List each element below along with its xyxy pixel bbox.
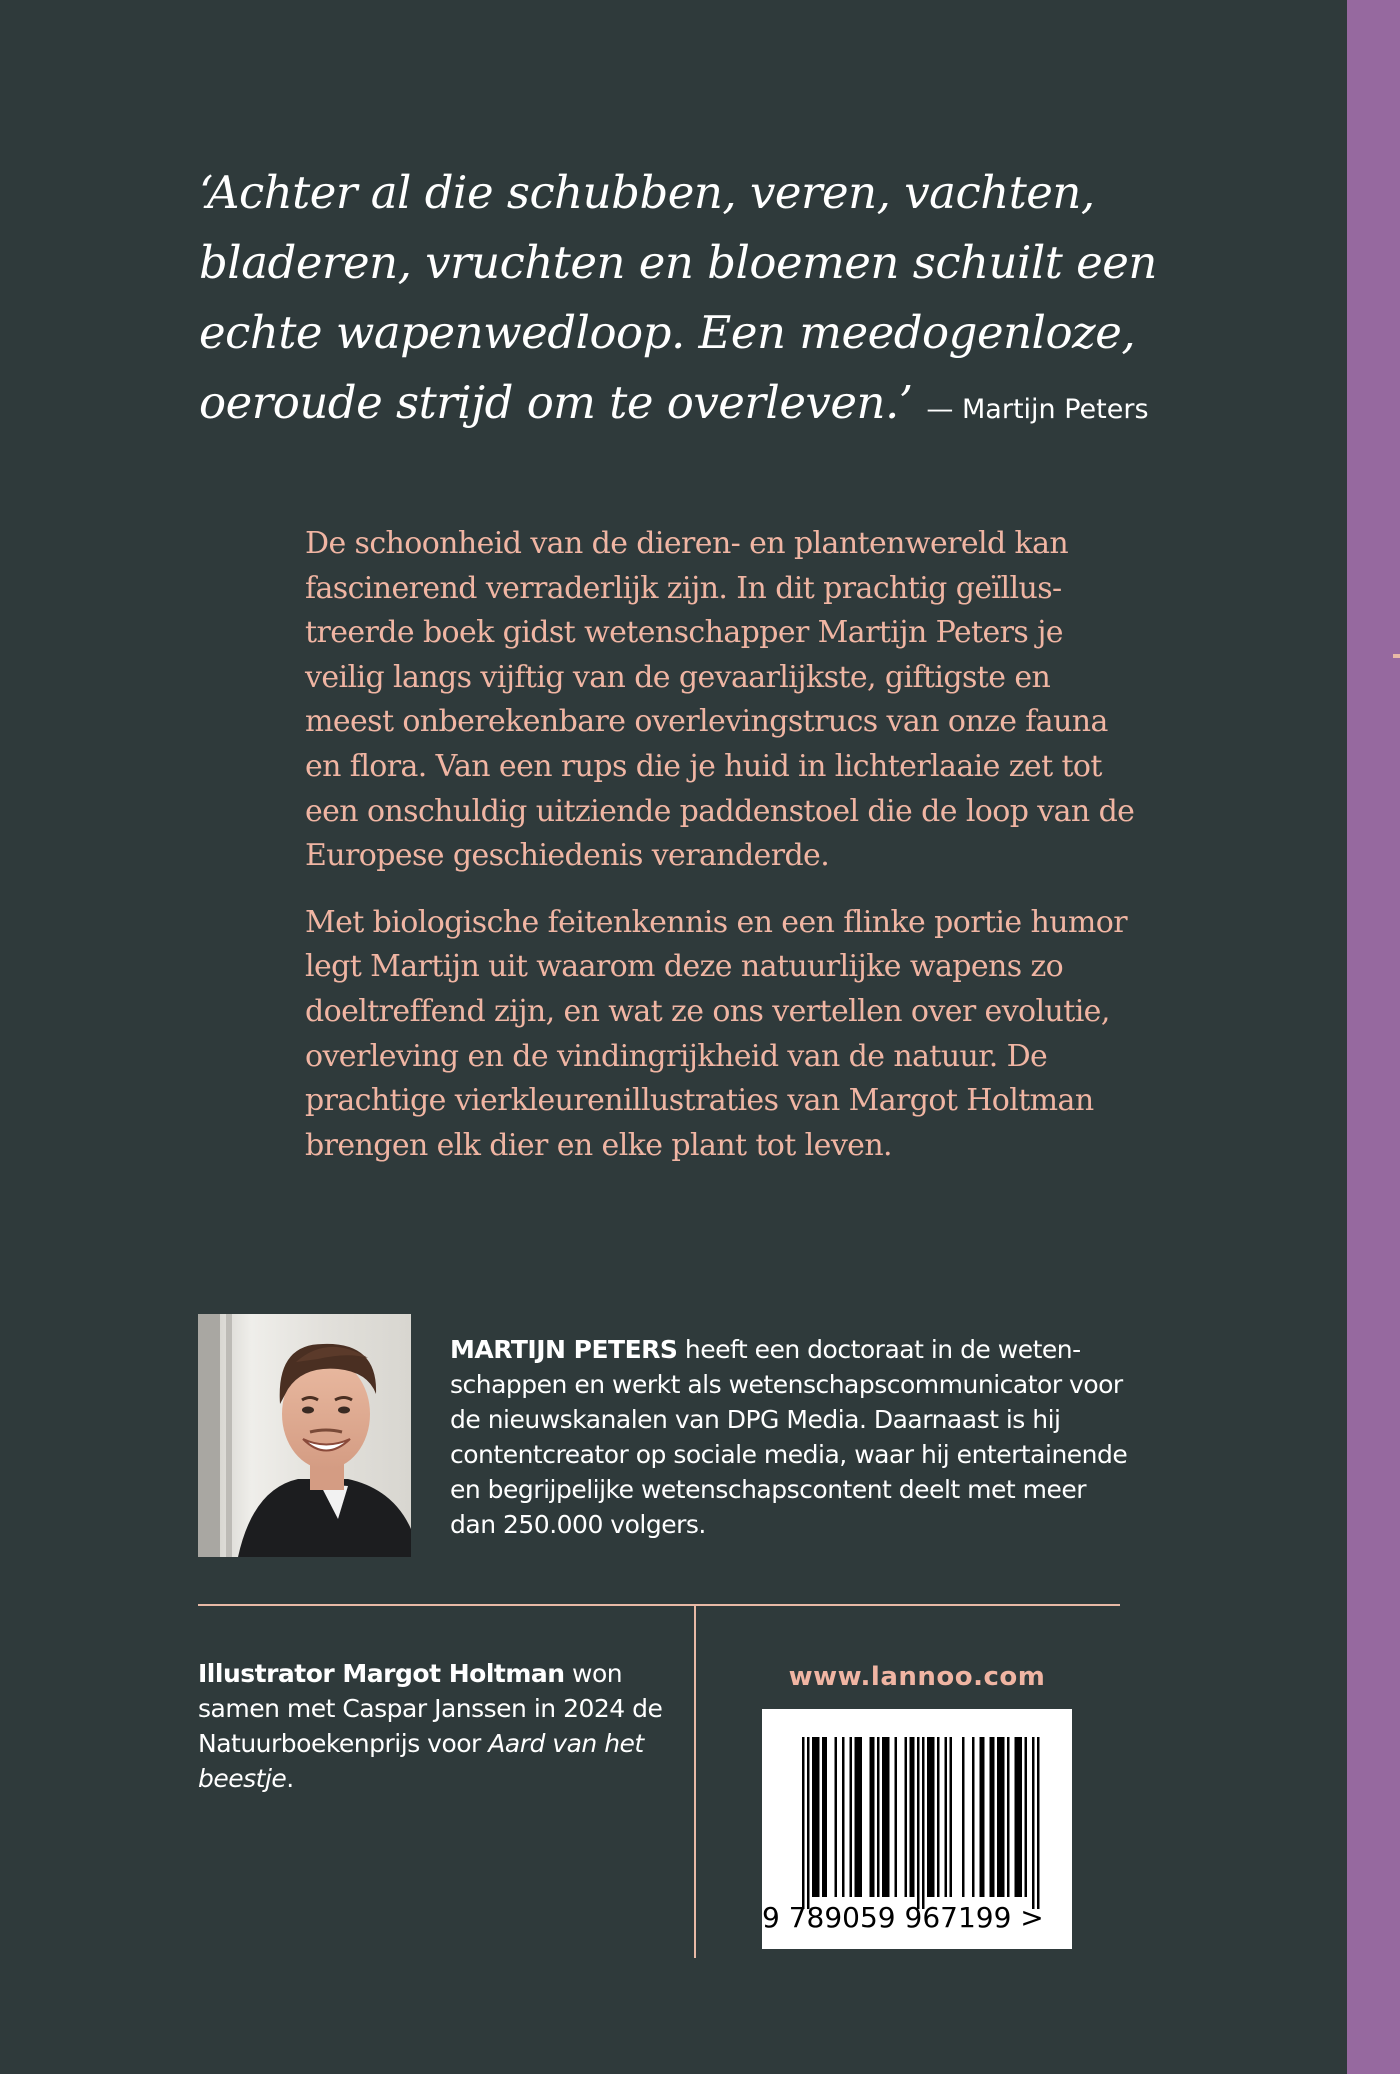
publisher-url[interactable]: www.lannoo.com xyxy=(788,1662,1046,1692)
barcode-bar xyxy=(802,1737,805,1909)
horizontal-divider xyxy=(198,1604,1120,1606)
barcode-bar xyxy=(922,1737,925,1909)
barcode-bar xyxy=(1032,1737,1035,1909)
quote-attribution: — Martijn Peters xyxy=(926,394,1149,425)
barcode-bar xyxy=(1002,1737,1005,1897)
barcode-bar xyxy=(905,1737,908,1897)
barcode-bar xyxy=(855,1737,858,1897)
illustrator-note xyxy=(198,1656,668,1796)
author-photo xyxy=(198,1314,411,1557)
barcode-bar xyxy=(992,1737,995,1897)
spine-mark xyxy=(1393,654,1400,658)
barcode-bar xyxy=(917,1737,920,1909)
barcode-bar xyxy=(1020,1737,1023,1897)
barcode-bar xyxy=(895,1737,898,1897)
illustrator-text: won samen met Caspar Janssen in 2024 de Natuurboekenprijs voor xyxy=(198,1659,663,1758)
barcode-bar xyxy=(857,1737,860,1897)
author-name: MARTIJN PETERS xyxy=(450,1335,678,1364)
blurb-paragraph: Met biologische feitenkennis en een flinke portie humor legt Martijn uit waarom deze natuurlijke wapens zo doeltreffend zijn, en wat ze ons vertellen over evolutie, overleving en de vindingrijkheid van de natuur. De prachtige vierkleurenillustraties van Margot Holtman brengen elk dier en elke plant tot leven. xyxy=(305,904,1127,1163)
barcode-bar xyxy=(927,1737,930,1897)
barcode-bar xyxy=(815,1737,818,1897)
barcode-bar xyxy=(1017,1737,1020,1897)
barcode-bar xyxy=(872,1737,875,1897)
barcode-bar xyxy=(945,1737,948,1897)
barcode-bar xyxy=(812,1737,815,1897)
barcode-bar xyxy=(1007,1737,1010,1897)
quote-text: ‘Achter al die schubben, veren, vachten, bladeren, vruchten en bloemen schuilt een echte wapenwedloop. Een meedogenloze, oeroude strijd om te overleven.’ xyxy=(199,166,1157,429)
author-bio-text: heeft een doctoraat in de wetenschappen en werkt als wetenschapscommunicator voor de nieuwskanalen van DPG Media. Daarnaast is hij contentcreator op sociale media, waar hij entertainende en begrijpelijke wetenschapscontent deelt met meer dan 250.000 volgers. xyxy=(450,1335,1128,1539)
barcode-bar xyxy=(937,1737,940,1897)
barcode-bar xyxy=(885,1737,888,1897)
barcode-bar xyxy=(882,1737,885,1897)
barcode-bar xyxy=(980,1737,983,1897)
barcode-bar xyxy=(822,1737,825,1897)
barcode-bar xyxy=(842,1737,845,1897)
barcode-bar xyxy=(912,1737,915,1897)
illustrator-book-title: Aard van het beestje xyxy=(198,1729,644,1793)
illustrator-text-end: . xyxy=(286,1764,294,1793)
barcode-bar xyxy=(1025,1737,1028,1897)
barcode-bar xyxy=(1037,1737,1040,1909)
barcode-bar xyxy=(825,1737,828,1897)
barcode-bar xyxy=(870,1737,873,1897)
blurb-paragraph: De schoonheid van de dieren- en plantenwereld kan fascinerend verraderlijk zijn. In dit prachtig geïllustreerde boek gidst wetenschapper Martijn Peters je veilig langs vijftig van de gevaarlijkste, giftigste en meest onberekenbare overlevingstrucs van onze fauna en flora. Van een rups die je huid in lichterlaaie zet tot een onschuldig uitziende paddenstoel die de loop van de Europese geschiedenis veranderde. xyxy=(305,526,1135,874)
book-blurb xyxy=(305,522,1145,1190)
barcode-bar xyxy=(930,1737,933,1897)
barcode-bar xyxy=(990,1737,993,1897)
barcode-bar xyxy=(982,1737,985,1897)
barcode-bar xyxy=(850,1737,853,1897)
vertical-divider xyxy=(694,1606,696,1958)
barcode-bar xyxy=(950,1737,953,1897)
barcode-number: 9 789059 967199 > xyxy=(762,1901,1044,1934)
barcode-bar xyxy=(835,1737,838,1897)
barcode-bar xyxy=(887,1737,890,1897)
barcode-bar xyxy=(962,1737,965,1897)
barcode-bar xyxy=(877,1737,880,1897)
isbn-barcode xyxy=(762,1709,1072,1949)
barcode-bar xyxy=(1015,1737,1018,1897)
barcode-bar xyxy=(807,1737,810,1909)
cover-quote xyxy=(199,158,1159,445)
barcode-bar xyxy=(910,1737,913,1897)
illustrator-name: Illustrator Margot Holtman xyxy=(198,1659,565,1688)
barcode-bar xyxy=(817,1737,820,1897)
barcode-bar xyxy=(932,1737,935,1897)
barcode-bar xyxy=(860,1737,863,1897)
barcode-bar xyxy=(1000,1737,1003,1897)
barcode-bar xyxy=(972,1737,975,1897)
book-spine xyxy=(1347,0,1400,2074)
author-bio xyxy=(450,1332,1130,1542)
barcode-bar xyxy=(997,1737,1000,1897)
